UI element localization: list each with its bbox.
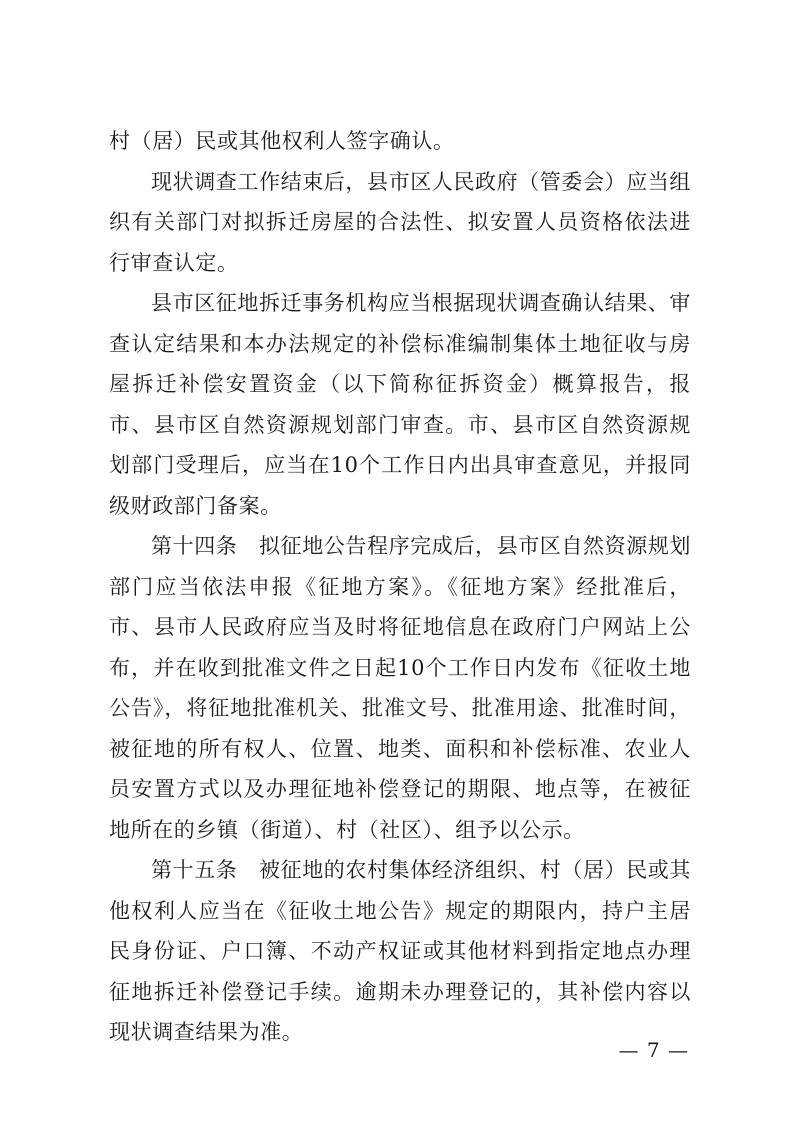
page-number: — 7 — <box>618 1038 689 1062</box>
paragraph: 村（居）民或其他权利人签字确认。 <box>109 129 455 153</box>
article-15-paragraph: 第十五条 被征地的农村集体经济组织、村（居）民或其他权利人应当在《征收土地公告》规定的期限内，持户主居民身份证、户口簿、不动产权证或其他材料到指定地点办理征地拆迁补偿登记手续。逾期未办理登记的，其补偿内容以现状调查结果为准。 <box>109 858 691 1044</box>
paragraph: 县市区征地拆迁事务机构应当根据现状调查确认结果、审查认定结果和本办法规定的补偿标准编制集体土地征收与房屋拆迁补偿安置资金（以下简称征拆资金）概算报告，报市、县市区自然资源规划部门审查。市、县市区自然资源规划部门受理后，应当在10个工作日内出具审查意见，并报同级财政部门备案。 <box>109 291 691 518</box>
document-body <box>109 121 691 1053</box>
article-14-paragraph: 第十四条 拟征地公告程序完成后，县市区自然资源规划部门应当依法申报《征地方案》。《征地方案》经批准后，市、县市人民政府应当及时将征地信息在政府门户网站上公布，并在收到批准文件之日起10个工作日内发布《征收土地公告》，将征地批准机关、批准文号、批准用途、批准时间，被征地的所有权人、位置、地类、面积和补偿标准、农业人员安置方式以及办理征地补偿登记的期限、地点等，在被征地所在的乡镇（街道）、村（社区）、组予以公示。 <box>109 534 691 842</box>
paragraph: 现状调查工作结束后，县市区人民政府（管委会）应当组织有关部门对拟拆迁房屋的合法性、拟安置人员资格依法进行审查认定。 <box>109 169 691 275</box>
